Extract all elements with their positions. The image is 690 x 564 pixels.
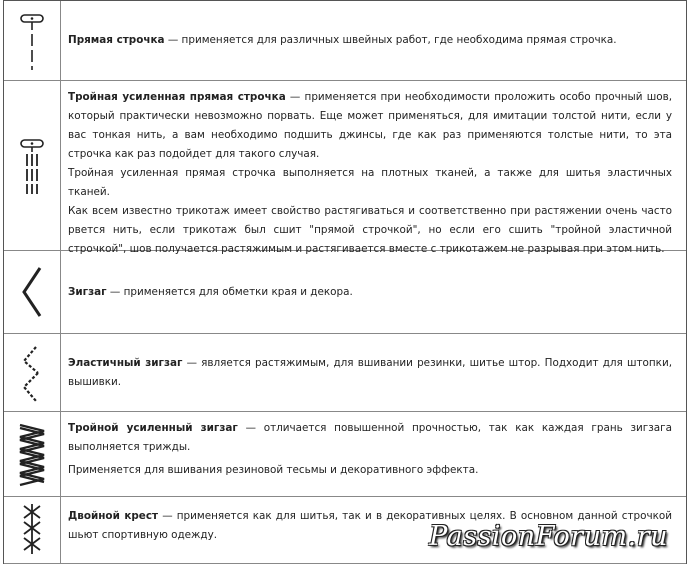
double-cross-stitch-icon	[14, 502, 50, 558]
triple-straight-stitch-icon	[14, 136, 50, 196]
stitch-title: Тройной усиленный зигзаг	[68, 422, 238, 434]
stitch-description: Тройная усиленная прямая строчка — применяется при необходимости проложить особо прочный шов, который практически невозможно порвать. Еще может применяться, для имитации толстой нити, если у вас тонкая нить, а вам необходимо подшить джинсы, где как раз применяются толстые нити, то эта строчка как раз подойдет для такого случая.	[68, 91, 673, 160]
stitch-description: Тройная усиленная прямая строчка выполняется на плотных тканей, а также для шитья эластичных тканей.	[68, 167, 672, 198]
table-row	[4, 1, 686, 81]
stitch-title: Эластичный зигзаг	[68, 356, 183, 369]
stitch-description: Двойной крест — применяется как для шитья, так и в декоративных целях. В основном данной строчкой шьют спортивную одежду.	[68, 510, 673, 541]
stitch-title: Зигзаг	[68, 285, 107, 298]
table-row	[4, 334, 686, 412]
stitch-description: Прямая строчка — применяется для различных швейных работ, где необходима прямая строчка.	[68, 34, 617, 46]
stitch-description: Применяется для вшивания резиновой тесьмы и декоративного эффекта.	[68, 464, 479, 476]
table-row	[4, 251, 686, 334]
zigzag-stitch-icon	[14, 262, 50, 322]
stitch-table	[3, 0, 687, 564]
stitch-description: Тройной усиленный зигзаг — отличается повышенной прочностью, так как каждая грань зигзага выполняется трижды.	[68, 422, 672, 453]
elastic-zigzag-stitch-icon	[14, 343, 50, 403]
stitch-description: Эластичный зигзаг — является растяжимым, для вшивании резинки, шитье штор. Подходит для штопки, вышивки.	[68, 356, 672, 388]
stitch-description: Как всем известно трикотаж имеет свойство растягиваться и соответственно при растяжении очень часто рвется нить, если трикотаж был сшит "прямой строчкой", но если его сшить "тройной эластичной строчкой", шов получается растяжимым и растягивается вместе с трикотажем не разрывая при этом нить.	[68, 205, 672, 255]
triple-zigzag-stitch-icon	[14, 421, 50, 487]
stitch-description: Зигзаг — применяется для обметки края и декора.	[68, 285, 353, 298]
table-row	[4, 412, 686, 497]
straight-stitch-icon	[14, 11, 50, 71]
stitch-title: Прямая строчка	[68, 34, 165, 46]
stitch-title: Двойной крест	[68, 510, 159, 522]
site-watermark: PassionForum.ru	[429, 521, 668, 552]
stitch-title: Тройная усиленная прямая строчка	[68, 91, 286, 103]
table-row	[4, 81, 686, 255]
